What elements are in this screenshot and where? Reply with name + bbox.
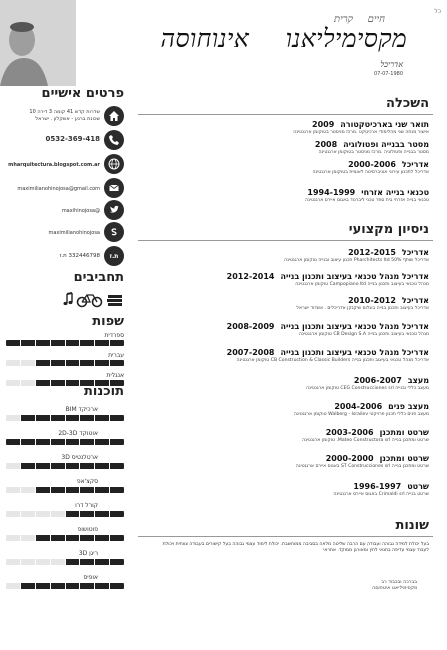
profession-title: אדריכל [380, 60, 403, 69]
level-segment [51, 380, 65, 386]
education-entry [149, 140, 429, 156]
entry-title: תואר שני בארכיטקטורה [340, 120, 429, 129]
languages-title: שפות [92, 314, 124, 329]
entry-year: 2010-2012 [348, 296, 396, 305]
level-segment [95, 583, 109, 589]
level-segment [95, 487, 109, 493]
experience-entry [149, 376, 429, 392]
level-segment [36, 380, 50, 386]
level-segment [80, 511, 94, 517]
software-level-bar [6, 511, 124, 517]
software-label: ריגן 3D [78, 550, 98, 557]
level-segment [80, 535, 94, 541]
entry-description: שרטט ומתכנן בנייה ST Construcciones srl באגוס איירס ארגנטינה [295, 464, 429, 469]
level-segment [51, 415, 65, 421]
level-segment [95, 511, 109, 517]
level-segment [6, 415, 20, 421]
education-title: השכלה [386, 96, 429, 111]
software-label: אוטוקד 2D-3D [58, 430, 98, 437]
entry-description: אדריכל בעיצוב ותכנון בנייה בונלוס שיקנקן אדריכלים . אשדוד ישראל [296, 306, 429, 311]
profile-photo [0, 0, 76, 86]
level-segment [66, 583, 80, 589]
person-silhouette-icon [0, 0, 76, 86]
level-segment [21, 439, 35, 445]
level-segment [95, 559, 109, 565]
experience-entry [149, 402, 429, 418]
level-segment [51, 511, 65, 517]
entry-year: 2003-2006 [325, 428, 374, 437]
software-label: סקצ'אפ [76, 478, 98, 485]
misc-paragraph: בעל יכולת למידה גבוהה ועבודה עם הרבה שליטה מלאה בסביבה ממוחשבת. יכולת לימוד עצמי גבוהה בעל קישורים בעבודה צוותית ויכולת לעבוד עצמי עדיפה בתנאי לחץ ומאורגן ממוקד. אחראי [162, 542, 429, 553]
level-segment [21, 583, 35, 589]
level-segment [21, 380, 35, 386]
contact-address [0, 106, 130, 130]
level-segment [110, 535, 124, 541]
entry-title: מעצב [407, 376, 429, 385]
level-segment [80, 583, 94, 589]
software-title: תוכנות [84, 384, 124, 399]
level-segment [66, 535, 80, 541]
level-segment [66, 439, 80, 445]
header-word-second: חיים [367, 14, 385, 25]
level-segment [110, 463, 124, 469]
level-segment [80, 463, 94, 469]
level-segment [66, 340, 80, 346]
top-corner-text: כל [434, 8, 441, 15]
globe-icon [104, 154, 124, 174]
level-segment [6, 340, 20, 346]
level-segment [36, 535, 50, 541]
level-segment [6, 583, 20, 589]
level-segment [6, 487, 20, 493]
contact-twitter[interactable] [0, 200, 130, 224]
entry-description: שרטט בנייה Crimaldi srl באגוס איירס ארגנטינה [333, 492, 429, 497]
level-segment [66, 380, 80, 386]
entry-description: מעצב כללי ובנייה CEG Construcciones srl טוקומן ארגנטינה [306, 386, 429, 391]
entry-year: 1994-1999 [307, 188, 356, 197]
level-segment [66, 463, 80, 469]
hobbies-title: תחביבים [73, 270, 124, 285]
entry-title: טכנאי בנייה אזרחי [361, 188, 429, 197]
software-level-bar [6, 463, 124, 469]
level-segment [66, 559, 80, 565]
entry-title: אדריכל [401, 160, 429, 169]
level-segment [36, 439, 50, 445]
phone-icon [104, 130, 124, 150]
language-label: אנגלית [106, 372, 124, 379]
level-segment [95, 463, 109, 469]
entry-description: טכנאי בנייה אזרחי בית ספר טכני ליברטד באגוס איירס ארגנטינה [305, 198, 429, 203]
software-label: פוטושופ [77, 526, 98, 533]
id-text: 332446798 ת.ז [59, 253, 100, 259]
level-segment [36, 511, 50, 517]
email-text[interactable]: maximilianohinojosa@gmail.com [17, 186, 100, 192]
header-word-first: קרית [334, 14, 353, 25]
software-label: אופיס [83, 574, 98, 581]
software-level-bar [6, 535, 124, 541]
level-segment [6, 463, 20, 469]
entry-description: מנהל טכנאי בעיצוב ותכנון בנייה Campopiano ltd טוקומן ארגנטינה [295, 282, 429, 287]
level-segment [95, 415, 109, 421]
experience-title: ניסיון מקצועי [348, 222, 429, 237]
entry-description: אישור מנחה שני מהלימודי ארכיטקט .מרכז מניסטר בטוקומן ארגנטינה [293, 130, 429, 135]
address-line-2: שכונת ברנע - אשקלון . ישראל [35, 115, 100, 122]
contact-id [0, 246, 130, 270]
level-segment [110, 439, 124, 445]
level-segment [110, 583, 124, 589]
experience-entry [149, 322, 429, 338]
misc-divider [138, 536, 433, 537]
entry-title: שרטט ומתכנן [379, 428, 429, 437]
level-segment [6, 535, 20, 541]
entry-year: 2009 [312, 120, 335, 129]
level-segment [6, 511, 20, 517]
entry-description: שרטט ומתכנן בנייה Mateo Constructora srl. טוקומן ארגנטינה [302, 438, 429, 443]
entry-year: 2012-2014 [226, 272, 275, 281]
contact-website[interactable] [0, 154, 130, 178]
entry-title: אדריכל [401, 248, 429, 257]
level-segment [80, 487, 94, 493]
music-note-icon [64, 293, 73, 305]
skype-text[interactable]: maximilianohinojosa [48, 230, 100, 236]
software-level-bar [6, 415, 124, 421]
main-column [138, 86, 447, 650]
personal-details-title: פרטים אישיים [41, 86, 124, 101]
level-segment [36, 559, 50, 565]
name-last: אינוחוסה [160, 24, 249, 53]
level-segment [36, 583, 50, 589]
phone-text: 0532-369-418 [45, 135, 100, 143]
level-segment [36, 340, 50, 346]
experience-divider [138, 240, 433, 241]
level-segment [110, 415, 124, 421]
experience-entry [149, 482, 429, 498]
level-segment [80, 439, 94, 445]
contact-phone [0, 130, 130, 154]
entry-description: אדריכל שותף 50% Pharchitects ltd תכנון עיצוב ובנייה טוקומן ארגנטינה [284, 258, 429, 263]
experience-entry [149, 248, 429, 264]
level-segment [51, 360, 65, 366]
contact-skype[interactable] [0, 222, 130, 246]
entry-year: 2008-2009 [226, 322, 275, 331]
level-segment [66, 511, 80, 517]
level-segment [51, 439, 65, 445]
entry-year: 2006-2007 [353, 376, 402, 385]
software-level-bar [6, 559, 124, 565]
level-segment [21, 559, 35, 565]
entry-description: מנהל טכנאי בעיצוב ותכנון בנייה CB Design S.A טוקומן ארגנטינה [299, 332, 429, 337]
level-segment [80, 360, 94, 366]
experience-entry [149, 428, 429, 444]
language-level-bar [6, 340, 124, 346]
entry-year: 2008 [314, 140, 338, 149]
entry-description: מסטר בבנייה ופטולוגיה .מרכז מניסטר בטוקומן ארגנטינה [318, 150, 429, 155]
entry-title: אדריכל מנהל טכנאי בעיצוב ותכנון בנייה [280, 322, 429, 331]
level-segment [21, 360, 35, 366]
entry-title: מעצב פנים [388, 402, 429, 411]
level-segment [51, 583, 65, 589]
level-segment [6, 439, 20, 445]
twitter-text[interactable]: @maxihinojosa [61, 208, 100, 214]
entry-year: 1996-1997 [353, 482, 402, 491]
level-segment [21, 340, 35, 346]
level-segment [95, 360, 109, 366]
level-segment [21, 415, 35, 421]
education-entry [149, 160, 429, 176]
level-segment [21, 535, 35, 541]
bicycle-icon [78, 295, 102, 307]
software-label: קורל דרו [75, 502, 98, 509]
software-label: ארכיקד BIM [65, 406, 98, 413]
birth-date: 07-07-1980 [373, 71, 403, 77]
education-entry [149, 188, 429, 204]
home-icon [104, 106, 124, 126]
level-segment [36, 463, 50, 469]
level-segment [36, 360, 50, 366]
signature-name: מקסימיליאנו אינוחוסה [371, 586, 417, 591]
level-segment [80, 415, 94, 421]
level-segment [66, 360, 80, 366]
level-segment [6, 380, 20, 386]
sidebar [0, 86, 130, 650]
twitter-icon [104, 200, 124, 220]
website-text[interactable]: mharquitectura.blogspot.com.ar [8, 162, 100, 168]
skype-icon [104, 222, 124, 242]
level-segment [21, 487, 35, 493]
signature-block [372, 580, 417, 592]
mail-icon [104, 178, 124, 198]
name-first: מקסימיליאנו [285, 24, 407, 53]
entry-title: אדריכל מנהל טכנאי בעיצוב ותכנון בנייה [280, 272, 429, 281]
software-label: ארטלנטיס 3D [61, 454, 98, 461]
address-line-1: שדרות קדש 41 קומה 3 דירה 10 [29, 109, 100, 115]
level-segment [6, 360, 20, 366]
experience-entry [149, 454, 429, 470]
education-divider [138, 114, 433, 115]
level-segment [51, 340, 65, 346]
contact-email[interactable] [0, 178, 130, 202]
entry-year: 2000-2000 [325, 454, 374, 463]
experience-entry [149, 296, 429, 312]
level-segment [51, 559, 65, 565]
books-icon [107, 295, 122, 306]
entry-description: מעצב פנים כללי תכנון פרויקטי Walberg - Israilev טוקומן ארגנטינה [293, 412, 429, 417]
level-segment [6, 559, 20, 565]
entry-title: שרטט ומתכנן [379, 454, 429, 463]
entry-year: 2012-2015 [348, 248, 396, 257]
software-level-bar [6, 487, 124, 493]
entry-year: 2000-2006 [348, 160, 396, 169]
software-level-bar [6, 439, 124, 445]
level-segment [21, 511, 35, 517]
level-segment [110, 360, 124, 366]
level-segment [66, 487, 80, 493]
entry-description: אדריכל מנהל טכנאי בעיצוב ותכנון בנייה CB Construction & Classic Builders טוקומן ארגנטינה [236, 358, 429, 363]
id-icon [104, 246, 124, 266]
level-segment [110, 559, 124, 565]
level-segment [80, 340, 94, 346]
level-segment [95, 340, 109, 346]
entry-description: אדריכל לתכנון עירוני אוניברסיטה לאומית בטוקומן ארגנטינה [312, 170, 429, 175]
hobbies-icons [0, 292, 130, 308]
level-segment [51, 463, 65, 469]
language-label: ספרדית [104, 332, 124, 339]
entry-year: 2004-2006 [334, 402, 383, 411]
language-level-bar [6, 360, 124, 366]
level-segment [36, 415, 50, 421]
level-segment [51, 487, 65, 493]
education-entry [149, 120, 429, 136]
entry-title: אדריכל [401, 296, 429, 305]
level-segment [95, 535, 109, 541]
level-segment [51, 535, 65, 541]
id-badge-text: ת.ז [109, 252, 119, 260]
level-segment [66, 415, 80, 421]
level-segment [95, 439, 109, 445]
level-segment [80, 559, 94, 565]
level-segment [110, 511, 124, 517]
signature-greeting: בברכה ובכבוד רב [381, 580, 417, 585]
entry-title: מסטר בבנייה ופטולוגיה [343, 140, 429, 149]
contact-address-text [2, 109, 100, 122]
level-segment [21, 463, 35, 469]
language-label: עברית [108, 352, 124, 359]
entry-title: אדריכל מנהל טכנאי בעיצוב ותכנון בנייה [280, 348, 429, 357]
software-level-bar [6, 583, 124, 589]
experience-entry [149, 348, 429, 364]
level-segment [110, 487, 124, 493]
level-segment [36, 487, 50, 493]
level-segment [110, 340, 124, 346]
misc-title: שונות [395, 518, 429, 533]
entry-year: 2007-2008 [226, 348, 275, 357]
experience-entry [149, 272, 429, 288]
entry-title: שרטט [407, 482, 429, 491]
